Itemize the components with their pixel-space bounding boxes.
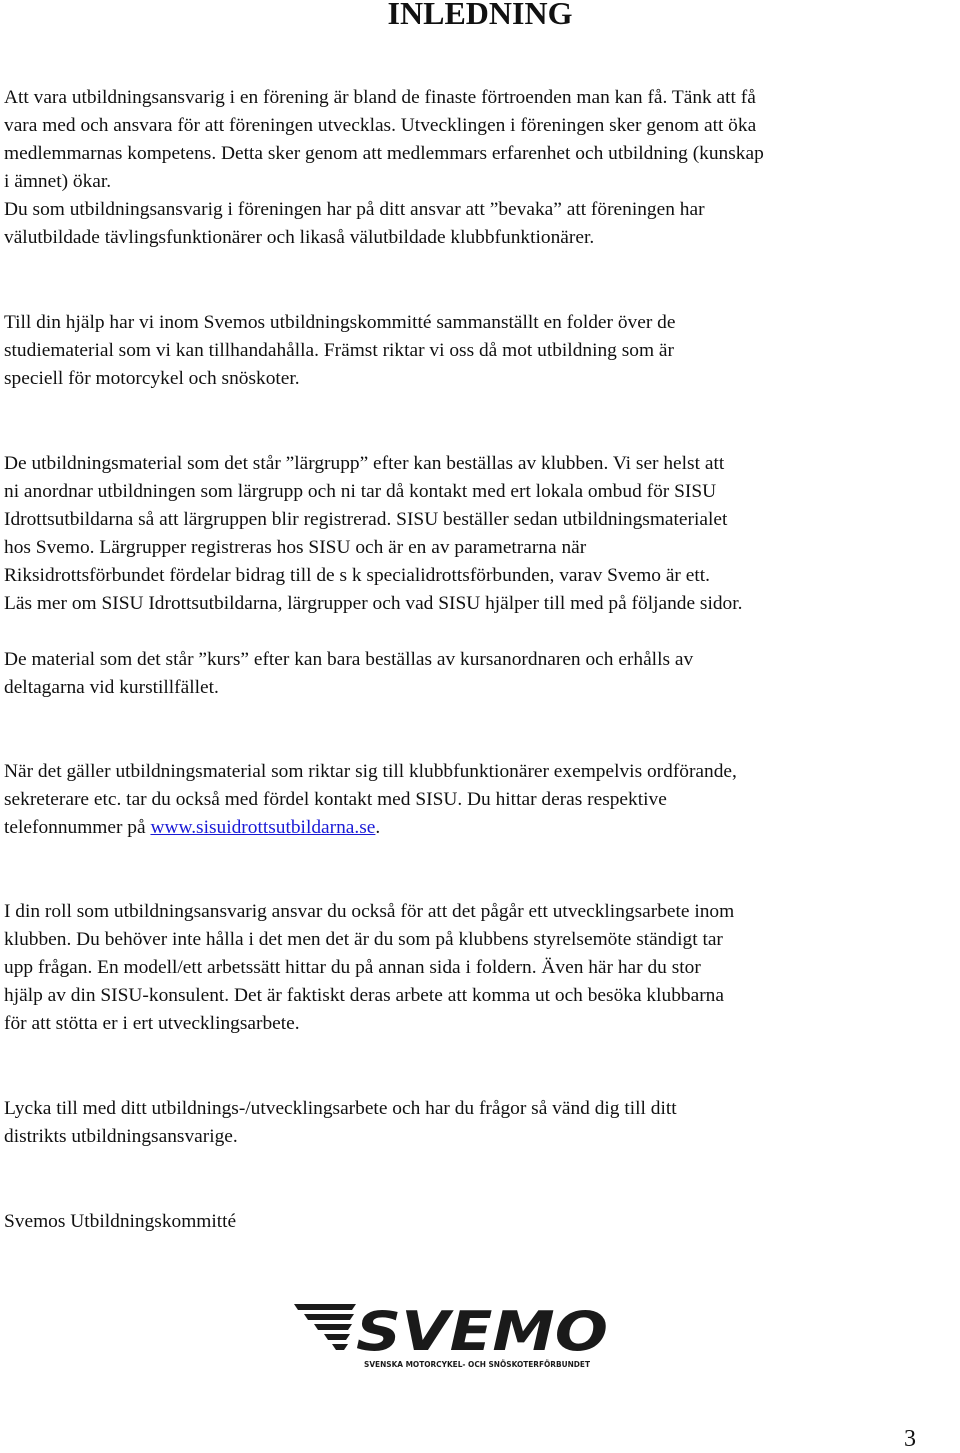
paragraph-club-officials	[4, 758, 954, 842]
paragraph-study-groups	[4, 450, 954, 618]
paragraph-line: välutbildade tävlingsfunktionärer och likaså välutbildade klubbfunktionärer.	[4, 227, 595, 248]
paragraph-line: upp frågan. En modell/ett arbetssätt hittar du på annan sida i foldern. Även här har du stor	[4, 957, 701, 978]
link-prefix: telefonnummer på	[4, 817, 151, 838]
paragraph-line: Riksidrottsförbundet fördelar bidrag till de s k specialidrottsförbunden, varav Svemo är ett.	[4, 565, 710, 586]
paragraph-line: vara med och ansvara för att föreningen utvecklas. Utvecklingen i föreningen sker genom att öka	[4, 115, 757, 136]
paragraph-line: När det gäller utbildningsmaterial som riktar sig till klubbfunktionärer exempelvis ordförande,	[4, 761, 737, 782]
paragraph-line: Idrottsutbildarna så att lärgruppen blir registrerad. SISU beställer sedan utbildningsmaterialet	[4, 509, 728, 530]
paragraph-line: hos Svemo. Lärgrupper registreras hos SISU och är en av parametrarna när	[4, 537, 587, 558]
paragraph-line: för att stötta er i ert utvecklingsarbete.	[4, 1013, 300, 1034]
paragraph-line: distrikts utbildningsansvarige.	[4, 1126, 238, 1147]
sisu-website-link[interactable]: www.sisuidrottsutbildarna.se	[150, 817, 376, 838]
paragraph-line: Att vara utbildningsansvarig i en förening är bland de finaste förtroenden man kan få. Tänk att få	[4, 87, 756, 108]
page-number: 3	[904, 1426, 916, 1452]
page-title: INLEDNING	[387, 0, 573, 31]
paragraph-line: klubben. Du behöver inte hålla i det men det är du som på klubbens styrelsemöte ständigt tar	[4, 929, 723, 950]
paragraph-line: Till din hjälp har vi inom Svemos utbildningskommitté sammanställt en folder över de	[4, 312, 676, 333]
paragraph-development	[4, 898, 954, 1038]
paragraph-courses	[4, 646, 954, 702]
paragraph-line: hjälp av din SISU-konsulent. Det är faktiskt deras arbete att komma ut och besöka klubbarna	[4, 985, 724, 1006]
logo-tagline: SVENSKA MOTORCYKEL- OCH SNÖSKOTERFÖRBUNDET	[364, 1360, 609, 1369]
paragraph-line: sekreterare etc. tar du också med fördel kontakt med SISU. Du hittar deras respektive	[4, 789, 667, 810]
paragraph-line: Läs mer om SISU Idrottsutbildarna, lärgrupper och vad SISU hjälper till med på följande sidor.	[4, 593, 743, 614]
paragraph-line: Du som utbildningsansvarig i föreningen har på ditt ansvar att ”bevaka” att föreningen har	[4, 199, 705, 220]
paragraph-line: I din roll som utbildningsansvarig ansvar du också för att det pågår ett utvecklingsarbete inom	[4, 901, 735, 922]
paragraph-line: medlemmarnas kompetens. Detta sker genom att medlemmars erfarenhet och utbildning (kunskap	[4, 143, 764, 164]
paragraph-line: De utbildningsmaterial som det står ”lärgrupp” efter kan beställas av klubben. Vi ser helst att	[4, 453, 725, 474]
paragraph-closing	[4, 1095, 954, 1151]
link-suffix: .	[375, 817, 381, 838]
signature: Svemos Utbildningskommitté	[4, 1211, 237, 1232]
paragraph-line: i ämnet) ökar.	[4, 171, 112, 192]
paragraph-line: De material som det står ”kurs” efter kan bara beställas av kursanordnaren och erhålls av	[4, 649, 694, 670]
paragraph-line: deltagarna vid kurstillfället.	[4, 677, 219, 698]
svemo-logo	[292, 1302, 614, 1372]
paragraph-line: studiematerial som vi kan tillhandahålla. Främst riktar vi oss då mot utbildning som är	[4, 340, 674, 361]
paragraph-intro	[4, 84, 954, 252]
logo-stripes	[294, 1304, 356, 1350]
paragraph-line: ni anordnar utbildningen som lärgrupp och ni tar då kontakt med ert lokala ombud för SISU	[4, 481, 717, 502]
paragraph-line	[4, 814, 954, 842]
paragraph-study-material	[4, 309, 954, 393]
paragraph-line: Lycka till med ditt utbildnings-/utvecklingsarbete och har du frågor så vänd dig till ditt	[4, 1098, 677, 1119]
paragraph-line: speciell för motorcykel och snöskoter.	[4, 368, 300, 389]
logo-wordmark: SVEMO	[356, 1302, 608, 1363]
